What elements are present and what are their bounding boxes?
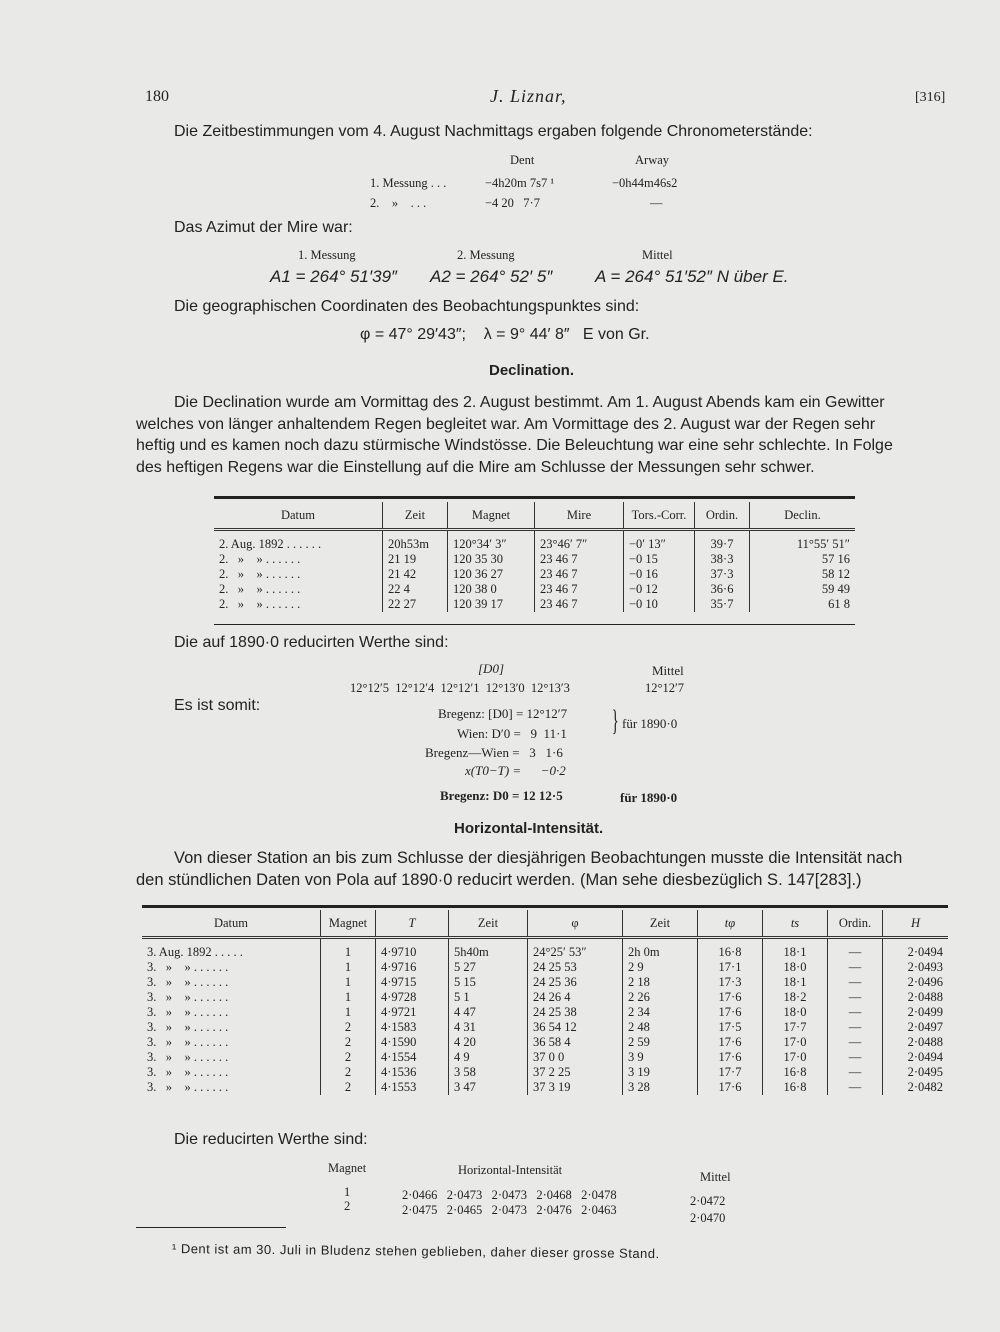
azimut-head-2: 2. Messung [457, 248, 515, 262]
decl-th-magnet: Magnet [448, 502, 535, 530]
horiz-th-zeit: Zeit [449, 910, 528, 938]
decl-cell: 36·6 [695, 582, 750, 597]
decl-cell: 23 46 7 [535, 552, 624, 567]
horiz-cell: 2·0482 [883, 1080, 949, 1095]
horiz-cell: 16·8 [763, 1065, 828, 1080]
decl-cell: 120 36 27 [448, 567, 535, 582]
horiz-cell: — [828, 938, 883, 961]
decl-th-zeit: Zeit [383, 502, 448, 530]
chrono-row-2-label: 2. » . . . [370, 196, 427, 210]
horiz-cell: 4 47 [449, 1005, 528, 1020]
eq-correction: x(T0−T) = −0·2 [465, 763, 566, 778]
horiz-cell: 37 0 0 [528, 1050, 623, 1065]
decl-cell: 120 39 17 [448, 597, 535, 612]
decl-reduced-head: [D0] [478, 661, 505, 676]
decl-cell: 2. » » . . . . . . [219, 552, 301, 566]
horiz-th-datum: Datum [213, 915, 249, 930]
horiz-cell: 2 59 [623, 1035, 698, 1050]
horiz-cell: 2·0497 [883, 1020, 949, 1035]
horiz-cell: 4·1590 [376, 1035, 449, 1050]
horiz-cell: 18·0 [763, 960, 828, 975]
horiz-cell: 24 25 53 [528, 960, 623, 975]
decl-line-1: Die Declination wurde am Vormittag des 2. August bestimmt. Am 1. August Abends kam ein Gewitter [174, 394, 885, 411]
horiz-col-hi: Horizontal-Intensität [458, 1163, 563, 1177]
horiz-cell: 2 34 [623, 1005, 698, 1020]
horiz-th-phi: φ [528, 910, 623, 938]
chrono-row-1-dent: −4h20m 7s7 ¹ [485, 176, 555, 190]
horiz-cell: — [828, 1035, 883, 1050]
decl-row [214, 567, 855, 582]
horiz-cell: 4·9715 [376, 975, 449, 990]
decl-cell: 23 46 7 [535, 567, 624, 582]
col-dent: Dent [510, 153, 535, 167]
horiz-cell: 37 2 25 [528, 1065, 623, 1080]
horiz-cell: 4·9728 [376, 990, 449, 1005]
decl-reduced-mittel: 12°12′7 [645, 681, 684, 695]
horiz-th-magnet: Magnet [321, 910, 376, 938]
horiz-reduced-row-2-magnet: 2 [344, 1199, 351, 1213]
horiz-cell: 3. » » . . . . . . [147, 1005, 229, 1019]
horiz-row [142, 960, 948, 975]
horiz-row [142, 1020, 948, 1035]
horiz-col-mittel: Mittel [700, 1170, 731, 1184]
chrono-row-1-label: 1. Messung . . . [370, 176, 447, 190]
horiz-th-tphi: tφ [698, 910, 763, 938]
horiz-reduced-row-1-magnet: 1 [344, 1185, 351, 1199]
decl-cell: −0 15 [624, 552, 695, 567]
horiz-cell: — [828, 975, 883, 990]
horiz-cell: 24 26 4 [528, 990, 623, 1005]
eq-final-fuer: für 1890·0 [620, 790, 678, 805]
horiz-cell: 2 [321, 1050, 376, 1065]
decl-cell: 39·7 [695, 530, 750, 553]
horiz-cell: 2·0493 [883, 960, 949, 975]
horiz-row [142, 1065, 948, 1080]
horiz-cell: 2·0495 [883, 1065, 949, 1080]
decl-cell: −0 12 [624, 582, 695, 597]
horiz-cell: 17·0 [763, 1050, 828, 1065]
decl-cell: 120 35 30 [448, 552, 535, 567]
horiz-cell: 2 18 [623, 975, 698, 990]
horiz-cell: 18·2 [763, 990, 828, 1005]
footnote-rule [136, 1227, 286, 1228]
horiz-cell: 17·0 [763, 1035, 828, 1050]
horiz-cell: 36 54 12 [528, 1020, 623, 1035]
horiz-cell: 5h40m [449, 938, 528, 961]
decl-cell: 21 19 [383, 552, 448, 567]
horiz-cell: 5 27 [449, 960, 528, 975]
horiz-col-magnet: Magnet [328, 1161, 367, 1175]
horiz-cell: 17·1 [698, 960, 763, 975]
horiz-cell: 3. » » . . . . . . [147, 1065, 229, 1079]
horiz-row [142, 990, 948, 1005]
decl-cell: −0′ 13″ [624, 530, 695, 553]
decl-reduced-values: 12°12′5 12°12′4 12°12′1 12°13′0 12°13′3 [350, 681, 570, 695]
decl-cell: 11°55′ 51″ [750, 530, 856, 553]
horiz-row [142, 1035, 948, 1050]
horiz-cell: 4·1553 [376, 1080, 449, 1095]
azimut-value-2: A2 = 264° 52′ 5″ [430, 267, 553, 286]
horiz-row [142, 1080, 948, 1095]
decl-cell: −0 16 [624, 567, 695, 582]
eq-bregenz: Bregenz: [D0] = 12°12′7 [438, 706, 568, 721]
decl-cell: −0 10 [624, 597, 695, 612]
horiz-cell: 5 15 [449, 975, 528, 990]
horiz-cell: — [828, 960, 883, 975]
horiz-cell: 17·6 [698, 1035, 763, 1050]
horiz-cell: 4·9716 [376, 960, 449, 975]
declination-heading: Declination. [489, 362, 575, 379]
horiz-cell: 1 [321, 990, 376, 1005]
eq-bregenz-wien: Bregenz—Wien = 3 1·6 [425, 745, 563, 760]
page-number: 180 [145, 88, 169, 105]
eq-fuer: für 1890·0 [622, 716, 678, 731]
decl-cell: 58 12 [750, 567, 856, 582]
horiz-cell: 4·1583 [376, 1020, 449, 1035]
decl-cell: 35·7 [695, 597, 750, 612]
horiz-cell: 4 9 [449, 1050, 528, 1065]
decl-th-mire: Mire [535, 502, 624, 530]
es-ist-somit: Es ist somit: [174, 697, 261, 714]
horiz-th-ts: ts [763, 910, 828, 938]
horiz-row [142, 1050, 948, 1065]
horiz-cell: — [828, 1020, 883, 1035]
horiz-cell: 17·5 [698, 1020, 763, 1035]
horiz-cell: 2 26 [623, 990, 698, 1005]
horiz-cell: 4 31 [449, 1020, 528, 1035]
horiz-cell: 3. » » . . . . . . [147, 1080, 229, 1094]
horiz-cell: 2·0488 [883, 990, 949, 1005]
horiz-cell: 3. » » . . . . . . [147, 1020, 229, 1034]
horiz-cell: 36 58 4 [528, 1035, 623, 1050]
horiz-cell: 1 [321, 975, 376, 990]
decl-cell: 23 46 7 [535, 597, 624, 612]
horiz-cell: 2 [321, 1035, 376, 1050]
decl-table-top-rule [214, 496, 855, 499]
decl-cell: 2. » » . . . . . . [219, 582, 301, 596]
horiz-th-h: H [883, 910, 949, 938]
horiz-cell: 2 48 [623, 1020, 698, 1035]
horiz-reduced-row-1-values: 2·0466 2·0473 2·0473 2·0468 2·0478 [402, 1188, 617, 1202]
horiz-cell: 3 47 [449, 1080, 528, 1095]
decl-cell: 23 46 7 [535, 582, 624, 597]
horiz-cell: 4 20 [449, 1035, 528, 1050]
horiz-cell: 3 28 [623, 1080, 698, 1095]
decl-cell: 23°46′ 7″ [535, 530, 624, 553]
horizontal-table-body [142, 938, 948, 1096]
horiz-cell: 16·8 [698, 938, 763, 961]
decl-reduced-intro: Die auf 1890·0 reducirten Werthe sind: [174, 634, 449, 651]
horiz-reduced-row-2-values: 2·0475 2·0465 2·0473 2·0476 2·0463 [402, 1203, 617, 1217]
azimut-head-3: Mittel [642, 248, 673, 262]
horiz-cell: 18·0 [763, 1005, 828, 1020]
horiz-cell: 17·3 [698, 975, 763, 990]
horiz-cell: 3. » » . . . . . . [147, 960, 229, 974]
azimut-head-1: 1. Messung [298, 248, 356, 262]
decl-th-tors: Tors.-Corr. [624, 502, 695, 530]
horizontal-heading: Horizontal-Intensität. [454, 820, 604, 837]
declination-table-body [214, 530, 855, 613]
horiz-row [142, 975, 948, 990]
horiz-cell: — [828, 990, 883, 1005]
horiz-th-ordin: Ordin. [828, 910, 883, 938]
horiz-cell: 18·1 [763, 975, 828, 990]
azimut-intro: Das Azimut der Mire war: [174, 219, 353, 236]
horiz-cell: — [828, 1065, 883, 1080]
horiz-reduced-row-1-mittel: 2·0472 [690, 1194, 726, 1208]
decl-cell: 120°34′ 3″ [448, 530, 535, 553]
decl-th-ordin: Ordin. [695, 502, 750, 530]
azimut-value-1: A1 = 264° 51′39″ [270, 267, 398, 286]
decl-cell: 22 27 [383, 597, 448, 612]
decl-cell: 61 8 [750, 597, 856, 612]
horiz-cell: 4·9721 [376, 1005, 449, 1020]
horiz-cell: 2 [321, 1020, 376, 1035]
col-arway: Arway [635, 153, 670, 167]
decl-cell: 38·3 [695, 552, 750, 567]
horiz-cell: 18·1 [763, 938, 828, 961]
horiz-cell: 17·6 [698, 990, 763, 1005]
decl-cell: 20h53m [383, 530, 448, 553]
horiz-cell: — [828, 1005, 883, 1020]
decl-th-datum: Datum [280, 507, 316, 522]
decl-cell: 21 42 [383, 567, 448, 582]
decl-row [214, 552, 855, 567]
horiz-cell: 3 19 [623, 1065, 698, 1080]
decl-line-3: heftig und es kamen noch dazu stürmische Windstösse. Die Beleuchtung war eine sehr schlechte. In Folge [136, 437, 893, 454]
chrono-row-2-arway: — [650, 196, 663, 210]
horiz-cell: 3. Aug. 1892 . . . . . [147, 945, 243, 959]
horiz-cell: 2·0499 [883, 1005, 949, 1020]
horizontal-table [142, 910, 948, 1095]
horiz-cell: 16·8 [763, 1080, 828, 1095]
horiz-cell: 17·7 [698, 1065, 763, 1080]
horiz-line-2: den stündlichen Daten von Pola auf 1890·0 reducirt werden. (Man sehe diesbezüglich S. 147[283].) [136, 870, 862, 889]
horiz-cell: 1 [321, 938, 376, 961]
decl-cell: 120 38 0 [448, 582, 535, 597]
horiz-cell: 17·6 [698, 1080, 763, 1095]
horiz-cell: 1 [321, 1005, 376, 1020]
horiz-cell: 2 [321, 1065, 376, 1080]
page-ref: [316] [915, 90, 946, 105]
azimut-value-3: A = 264° 51′52″ N über E. [595, 267, 789, 286]
horizontal-paragraph [136, 848, 951, 891]
decl-reduced-mittel-head: Mittel [652, 663, 684, 678]
decl-th-declin: Declin. [750, 502, 856, 530]
horiz-cell: — [828, 1080, 883, 1095]
horiz-th-zeit-2: Zeit [623, 910, 698, 938]
horiz-cell: 4·1536 [376, 1065, 449, 1080]
footnote: ¹ Dent ist am 30. Juli in Bludenz stehen geblieben, daher dieser grosse Stand. [171, 1241, 660, 1262]
decl-row [214, 530, 855, 553]
horiz-cell: 24 25 38 [528, 1005, 623, 1020]
chrono-row-1-arway: −0h44m46s2 [612, 176, 678, 190]
horiz-row [142, 938, 948, 961]
horiz-cell: 3 9 [623, 1050, 698, 1065]
horiz-row [142, 1005, 948, 1020]
eq-wien: Wien: D′0 = 9 11·1 [457, 726, 567, 741]
decl-cell: 57 16 [750, 552, 856, 567]
horiz-cell: 2 9 [623, 960, 698, 975]
declination-paragraph [136, 392, 951, 478]
horiz-th-t: T [376, 910, 449, 938]
coords-intro: Die geographischen Coordinaten des Beobachtungspunktes sind: [174, 298, 640, 315]
horiz-cell: 4·1554 [376, 1050, 449, 1065]
decl-line-2: welches von länger anhaltendem Regen begleitet war. Am Vormittage des 2. August war der Regen sehr [136, 415, 876, 433]
horiz-cell: 5 1 [449, 990, 528, 1005]
brace-icon: } [611, 704, 619, 737]
horiz-cell: — [828, 1050, 883, 1065]
decl-cell: 37·3 [695, 567, 750, 582]
horiz-cell: 2 [321, 1080, 376, 1095]
declination-table [214, 502, 855, 612]
decl-cell: 2. » » . . . . . . [219, 597, 301, 611]
horiz-cell: 3. » » . . . . . . [147, 990, 229, 1004]
horiz-reduced-row-2-mittel: 2·0470 [690, 1211, 726, 1225]
decl-row [214, 597, 855, 612]
decl-row [214, 582, 855, 597]
decl-cell: 2. Aug. 1892 . . . . . . [219, 537, 322, 551]
horiz-cell: 4·9710 [376, 938, 449, 961]
horiz-cell: 17·7 [763, 1020, 828, 1035]
horiz-cell: 2·0488 [883, 1035, 949, 1050]
horiz-cell: 24°25′ 53″ [528, 938, 623, 961]
decl-cell: 22 4 [383, 582, 448, 597]
horiz-cell: 24 25 36 [528, 975, 623, 990]
horiz-cell: 3 58 [449, 1065, 528, 1080]
horiz-cell: 37 3 19 [528, 1080, 623, 1095]
horiz-cell: 2·0494 [883, 1050, 949, 1065]
coords-value: φ = 47° 29′43″; λ = 9° 44′ 8″ E von Gr. [360, 326, 650, 343]
horiz-cell: 3. » » . . . . . . [147, 1035, 229, 1049]
horiz-cell: 2h 0m [623, 938, 698, 961]
horiz-reduced-intro: Die reducirten Werthe sind: [174, 1131, 368, 1148]
horiz-cell: 2·0494 [883, 938, 949, 961]
eq-final: Bregenz: D0 = 12 12·5 [440, 788, 563, 803]
decl-cell: 59 49 [750, 582, 856, 597]
horiz-cell: 3. » » . . . . . . [147, 975, 229, 989]
horiz-cell: 1 [321, 960, 376, 975]
chronometer-intro: Die Zeitbestimmungen vom 4. August Nachmittags ergaben folgende Chronometerstände: [174, 123, 813, 140]
horiz-cell: 2·0496 [883, 975, 949, 990]
decl-line-4: des heftigen Regens war die Einstellung auf die Mire am Schlusse der Messungen sehr schwer. [136, 458, 815, 476]
horiz-cell: 17·6 [698, 1050, 763, 1065]
decl-table-bottom-rule [214, 624, 855, 625]
horiz-line-1: Von dieser Station an bis zum Schlusse der diesjährigen Beobachtungen musste die Intensität nach [174, 849, 903, 867]
running-head-author: J. Liznar, [490, 86, 567, 106]
horiz-cell: 3. » » . . . . . . [147, 1050, 229, 1064]
chrono-row-2-dent: −4 20 7·7 [485, 196, 540, 210]
decl-cell: 2. » » . . . . . . [219, 567, 301, 581]
horiz-cell: 17·6 [698, 1005, 763, 1020]
horiz-table-top-rule [142, 905, 948, 908]
